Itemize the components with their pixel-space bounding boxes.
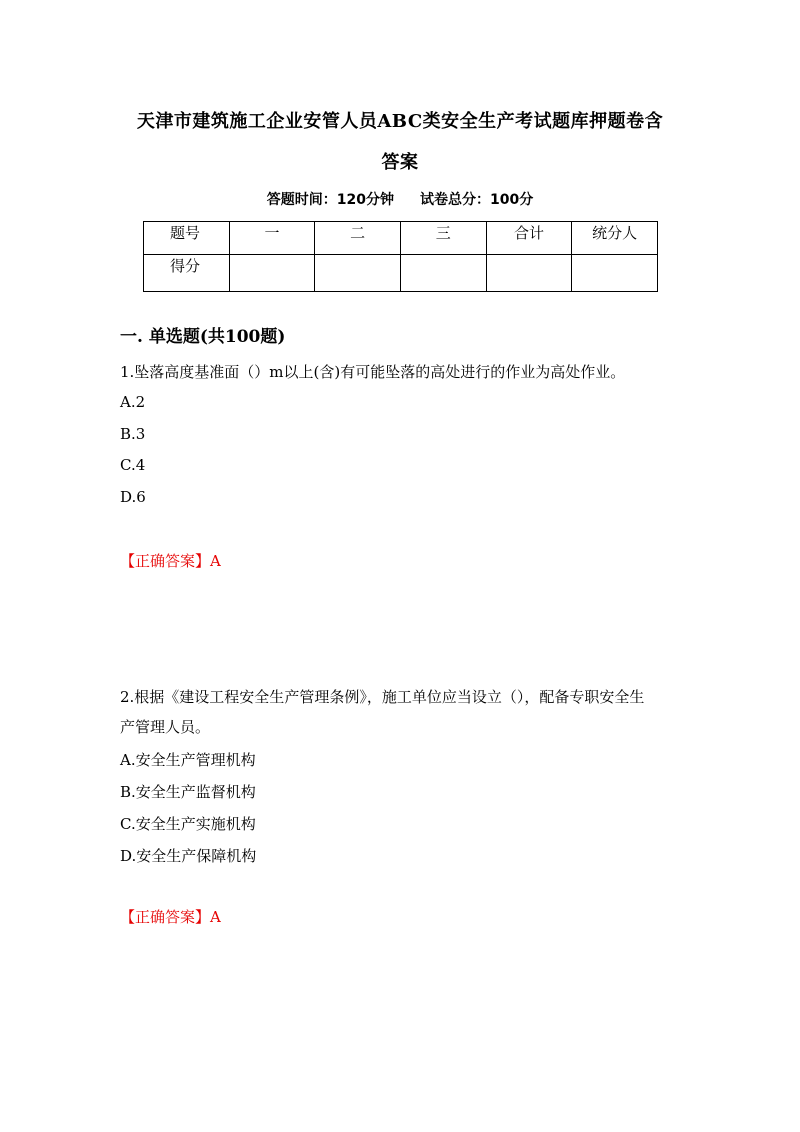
question-2-option-a: A.安全生产管理机构 xyxy=(120,751,256,769)
score-cell xyxy=(400,255,486,292)
score-table-header-cell: 题号 xyxy=(144,222,230,255)
score-table-header-cell: 一 xyxy=(229,222,315,255)
score-table-header-cell: 合计 xyxy=(486,222,572,255)
question-1-option-d: D.6 xyxy=(120,488,146,506)
score-table-header-cell: 统分人 xyxy=(572,222,658,255)
total-score: 试卷总分：100分 xyxy=(420,192,534,208)
score-table-header-cell: 三 xyxy=(400,222,486,255)
score-table-score-row xyxy=(144,255,658,292)
question-1-stem: 1.坠落高度基准面（）m以上(含)有可能坠落的高处进行的作业为高处作业。 xyxy=(120,363,626,381)
question-2-stem-line1: 2.根据《建设工程安全生产管理条例》，施工单位应当设立（），配备专职安全生 xyxy=(120,688,645,706)
document-title-line1: 天津市建筑施工企业安管人员ABC类安全生产考试题库押题卷含 xyxy=(136,111,664,132)
score-cell xyxy=(229,255,315,292)
question-2-answer: 【正确答案】A xyxy=(120,908,221,926)
question-2-option-d: D.安全生产保障机构 xyxy=(120,847,257,865)
exam-time: 答题时间：120分钟 xyxy=(266,192,394,208)
question-2-option-c: C.安全生产实施机构 xyxy=(120,815,256,833)
question-1-option-a: A.2 xyxy=(120,393,146,411)
question-1-answer: 【正确答案】A xyxy=(120,552,221,570)
question-1-option-b: B.3 xyxy=(120,425,146,443)
score-cell xyxy=(315,255,401,292)
score-table-header-cell: 二 xyxy=(315,222,401,255)
exam-meta xyxy=(0,189,800,209)
score-row-label: 得分 xyxy=(144,255,230,292)
question-2-option-b: B.安全生产监督机构 xyxy=(120,783,256,801)
document-title-line2: 答案 xyxy=(381,152,419,173)
question-1-option-c: C.4 xyxy=(120,456,146,474)
score-cell xyxy=(486,255,572,292)
score-table-header-row xyxy=(144,222,658,255)
section-heading: 一. 单选题(共100题) xyxy=(120,327,286,347)
score-cell xyxy=(572,255,658,292)
score-table xyxy=(143,221,658,292)
question-2-stem-line2: 产管理人员。 xyxy=(120,718,211,736)
